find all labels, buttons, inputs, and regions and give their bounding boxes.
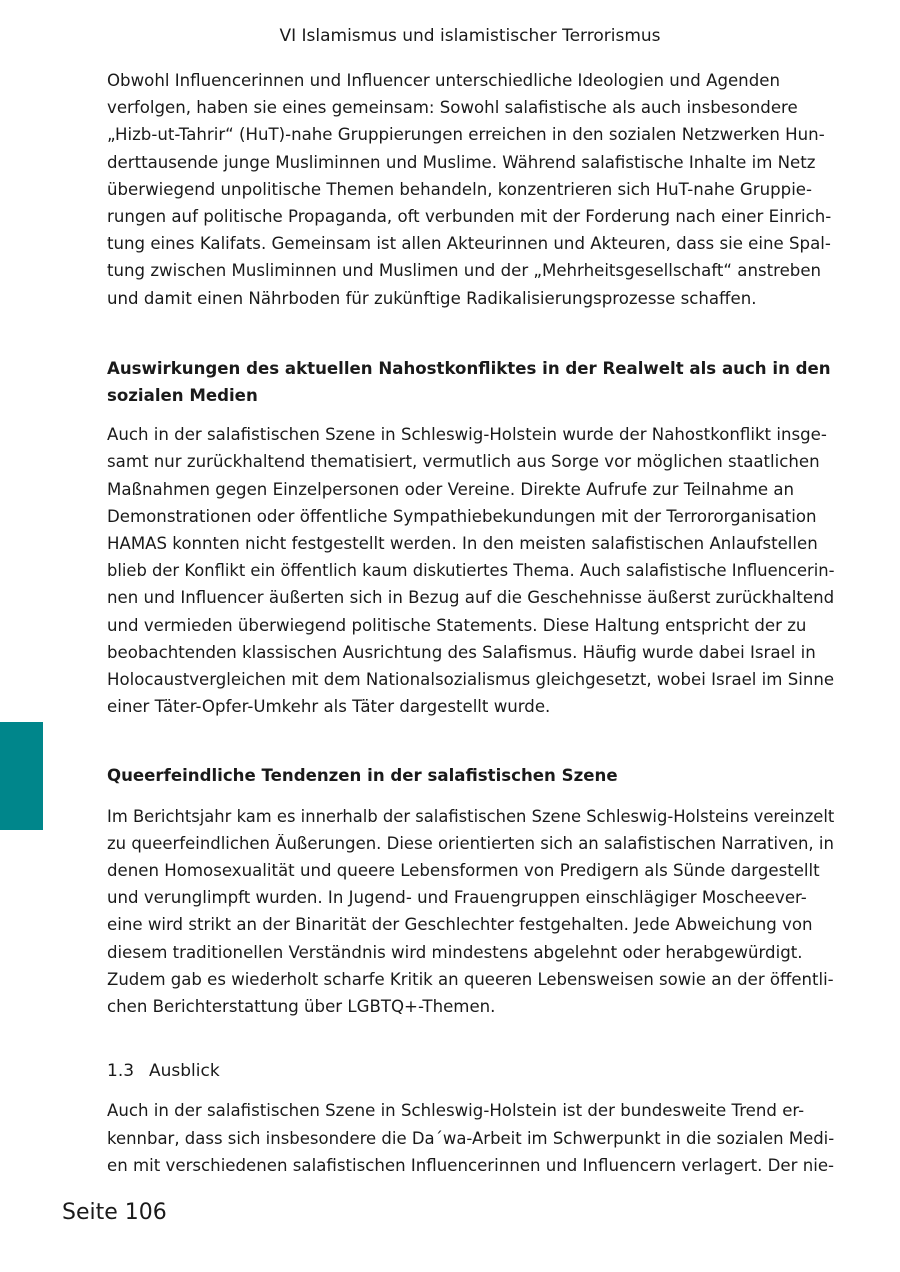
- text-line: beobachtenden klassischen Ausrichtung des Salafismus. Häufig wurde dabei Israel in: [107, 642, 816, 662]
- body-paragraph: [107, 421, 835, 720]
- subsection-number: 1.3: [107, 1061, 135, 1082]
- text-line: Im Berichtsjahr kam es innerhalb der salafistischen Szene Schleswig-Holsteins vereinzelt: [107, 806, 835, 826]
- page-content: [107, 67, 835, 1179]
- text-line: HAMAS konnten nicht festgestellt werden. In den meisten salafistischen Anlaufstellen: [107, 534, 818, 554]
- running-header: VI Islamismus und islamistischer Terrorismus: [279, 26, 661, 46]
- text-line: und verunglimpft wurden. In Jugend- und Frauengruppen einschlägiger Moscheever-: [107, 888, 807, 908]
- heading-line: sozialen Medien: [107, 386, 258, 406]
- text-line: einer Täter-Opfer-Umkehr als Täter dargestellt wurde.: [107, 697, 551, 717]
- text-line: en mit verschiedenen salafistischen Influencerinnen und Influencern verlagert. Der nie-: [107, 1155, 835, 1175]
- text-line: denen Homosexualität und queere Lebensformen von Predigern als Sünde dargestellt: [107, 861, 820, 881]
- text-line: nen und Influencer äußerten sich in Bezug auf die Geschehnisse äußerst zurückhaltend: [107, 588, 835, 608]
- text-line: tung eines Kalifats. Gemeinsam ist allen Akteurinnen und Akteuren, dass sie eine Spal-: [107, 234, 831, 254]
- text-line: und vermieden überwiegend politische Statements. Diese Haltung entspricht der zu: [107, 615, 807, 635]
- body-paragraph: [107, 803, 835, 1021]
- text-line: Maßnahmen gegen Einzelpersonen oder Vereine. Direkte Aufrufe zur Teilnahme an: [107, 479, 795, 499]
- section-heading: [107, 762, 832, 789]
- heading-line: Auswirkungen des aktuellen Nahostkonfliktes in der Realwelt als auch in den: [107, 358, 831, 378]
- text-line: Demonstrationen oder öffentliche Sympathiebekundungen mit der Terrororganisation: [107, 506, 817, 526]
- text-line: verfolgen, haben sie eines gemeinsam: Sowohl salafistische als auch insbesondere: [107, 98, 798, 118]
- text-line: Auch in der salafistischen Szene in Schleswig-Holstein ist der bundesweite Trend er-: [107, 1101, 805, 1121]
- text-line: Auch in der salafistischen Szene in Schleswig-Holstein wurde der Nahostkonflikt insge-: [107, 425, 827, 445]
- subsection-title: Ausblick: [149, 1061, 220, 1082]
- text-line: chen Berichterstattung über LGBTQ+-Themen.: [107, 997, 496, 1017]
- text-line: Obwohl Influencerinnen und Influencer unterschiedliche Ideologien und Agenden: [107, 71, 780, 90]
- text-line: Zudem gab es wiederholt scharfe Kritik an queeren Lebensweisen sowie an der öffentli-: [107, 969, 834, 989]
- body-paragraph: [107, 1097, 835, 1179]
- heading-line: Queerfeindliche Tendenzen in der salafistischen Szene: [107, 766, 618, 786]
- text-line: überwiegend unpolitische Themen behandeln, konzentrieren sich HuT-nahe Gruppie-: [107, 179, 813, 199]
- page-number: Seite 106: [62, 1200, 167, 1225]
- section-heading: [107, 355, 832, 409]
- text-line: tung zwischen Musliminnen und Muslimen und der „Mehrheitsgesellschaft“ anstreben: [107, 261, 822, 281]
- text-line: und damit einen Nährboden für zukünftige Radikalisierungsprozesse schaffen.: [107, 288, 757, 308]
- text-line: zu queerfeindlichen Äußerungen. Diese orientierten sich an salafistischen Narrativen, in: [107, 833, 834, 853]
- body-paragraph: [107, 67, 832, 312]
- text-line: blieb der Konflikt ein öffentlich kaum diskutiertes Thema. Auch salafistische Influencerin-: [107, 561, 835, 581]
- text-line: „Hizb-ut-Tahrir“ (HuT)-nahe Gruppierungen erreichen in den sozialen Netzwerken Hun-: [107, 125, 825, 145]
- chapter-side-tab: [0, 722, 43, 830]
- text-line: derttausende junge Musliminnen und Muslime. Während salafistische Inhalte im Netz: [107, 152, 816, 172]
- text-line: Holocaustvergleichen mit dem Nationalsozialismus gleichgesetzt, wobei Israel im Sinne: [107, 670, 835, 690]
- text-line: kennbar, dass sich insbesondere die Da´wa-Arbeit im Schwerpunkt in die sozialen Medi-: [107, 1128, 835, 1148]
- text-line: samt nur zurückhaltend thematisiert, vermutlich aus Sorge vor möglichen staatlichen: [107, 452, 820, 472]
- text-line: rungen auf politische Propaganda, oft verbunden mit der Forderung nach einer Einrich-: [107, 207, 832, 227]
- subsection-heading: [107, 1058, 832, 1085]
- text-line: eine wird strikt an der Binarität der Geschlechter festgehalten. Jede Abweichung von: [107, 915, 813, 935]
- text-line: diesem traditionellen Verständnis wird mindestens abgelehnt oder herabgewürdigt.: [107, 942, 803, 962]
